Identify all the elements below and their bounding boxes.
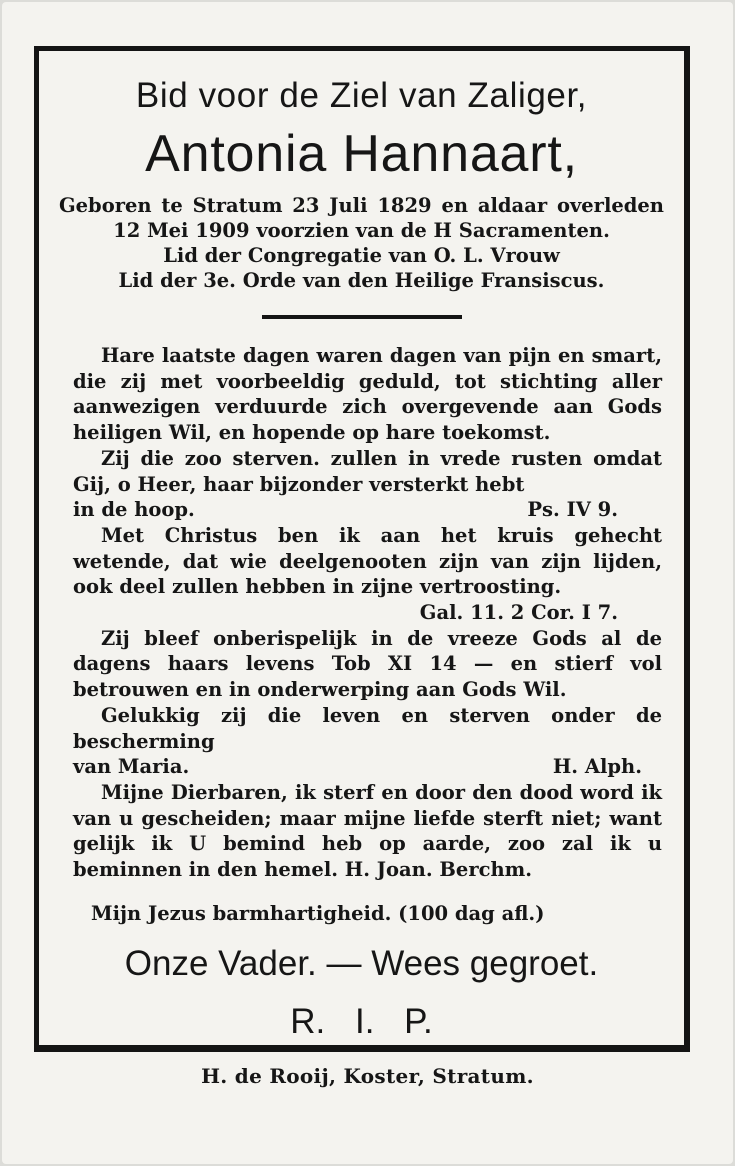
indulgence-line: Mijn Jezus barmhartigheid. (100 dag afl.) bbox=[91, 901, 545, 925]
passage-5-closing-line bbox=[73, 754, 662, 780]
prayer-line: Onze Vader. — Wees gegroet. bbox=[124, 943, 599, 983]
passage-3: Met Christus ben ik aan het kruis gehecht wetende, dat wie deelgenooten zijn van zijn lijden, ook deel zullen hebben in zijne vertroosting. bbox=[73, 523, 662, 599]
passage-3-reference: Gal. 11. 2 Cor. I 7. bbox=[419, 601, 618, 625]
passage-5-reference: H. Alph. bbox=[552, 755, 642, 779]
membership-order: Lid der 3e. Orde van den Heilige Fransiscus. bbox=[118, 269, 605, 292]
passages-block bbox=[57, 343, 666, 883]
prayer-card bbox=[2, 2, 733, 1164]
printer-credit: H. de Rooij, Koster, Stratum. bbox=[201, 1064, 534, 1088]
passage-2-closing-line bbox=[73, 497, 662, 523]
divider-rule bbox=[262, 315, 462, 319]
passage-2-last: in de hoop. bbox=[73, 498, 195, 522]
passage-4: Zij bleef onberispelijk in de vreeze Gods al de dagens haars levens Tob XI 14 — en stierf vol betrouwen en in onderwerping aan Gods Wil. bbox=[73, 626, 662, 702]
passage-5-last: van Maria. bbox=[73, 755, 190, 779]
card-heading: Bid voor de Ziel van Zaliger, bbox=[135, 76, 588, 115]
membership-congregation: Lid der Congregatie van O. L. Vrouw bbox=[163, 244, 560, 267]
birth-death-line: Geboren te Stratum 23 Juli 1829 en aldaar overleden 12 Mei 1909 voorzien van de H Sacramenten. bbox=[59, 194, 664, 242]
card-content bbox=[57, 73, 666, 1045]
deceased-name: Antonia Hannaart, bbox=[145, 125, 578, 183]
passage-2-reference: Ps. IV 9. bbox=[527, 498, 618, 522]
passage-2: Zij die zoo sterven. zullen in vrede rusten omdat Gij, o Heer, haar bijzonder versterkt hebt bbox=[73, 446, 662, 496]
passage-5: Gelukkig zij die leven en sterven onder de bescherming bbox=[73, 703, 662, 753]
passage-1: Hare laatste dagen waren dagen van pijn en smart, die zij met voorbeeldig geduld, tot stichting aller aanwezigen verduurde zich overgevende aan Gods heiligen Wil, en hopende op hare toekomst. bbox=[73, 344, 662, 445]
black-border-frame bbox=[34, 46, 690, 1052]
passage-6: Mijne Dierbaren, ik sterf en door den dood word ik van u gescheiden; maar mijne liefde sterft niet; want gelijk ik U bemind heb op aarde, zoo zal ik u beminnen in den hemel. H. Joan. Berchm. bbox=[73, 780, 662, 882]
rip-line: R. I. P. bbox=[290, 1001, 433, 1041]
